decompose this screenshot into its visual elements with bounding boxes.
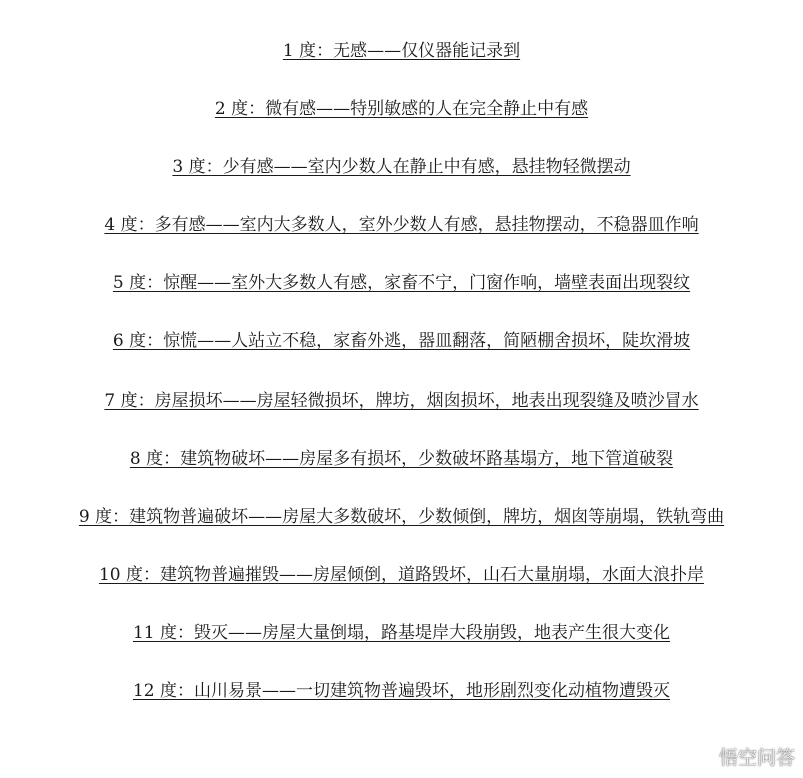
intensity-line-10 bbox=[0, 564, 803, 586]
wukong-logo-icon bbox=[694, 747, 714, 767]
intensity-line-4-text: 4 度：多有感——室内大多数人，室外少数人有感，悬挂物摆动，不稳器皿作响 bbox=[104, 215, 699, 235]
intensity-line-3 bbox=[0, 156, 803, 178]
intensity-line-1 bbox=[0, 40, 803, 62]
intensity-line-2-text: 2 度：微有感——特别敏感的人在完全静止中有感 bbox=[214, 99, 589, 119]
intensity-line-8 bbox=[0, 448, 803, 470]
intensity-line-7 bbox=[0, 390, 803, 412]
intensity-line-2 bbox=[0, 98, 803, 120]
intensity-line-7-text: 7 度：房屋损坏——房屋轻微损坏，牌坊，烟囱损坏，地表出现裂缝及喷沙冒水 bbox=[104, 391, 699, 411]
intensity-line-4 bbox=[0, 214, 803, 236]
intensity-line-3-text: 3 度：少有感——室内少数人在静止中有感，悬挂物轻微摆动 bbox=[172, 157, 631, 177]
intensity-line-11 bbox=[0, 622, 803, 644]
intensity-line-5-text: 5 度：惊醒——室外大多数人有感，家畜不宁，门窗作响，墙壁表面出现裂纹 bbox=[112, 273, 691, 293]
intensity-line-10-text: 10 度：建筑物普遍摧毁——房屋倾倒，道路毁坏，山石大量崩塌，水面大浪扑岸 bbox=[98, 565, 705, 585]
watermark-text: 悟空问答 bbox=[718, 747, 795, 769]
intensity-line-5 bbox=[0, 272, 803, 294]
intensity-line-12 bbox=[0, 680, 803, 702]
watermark bbox=[694, 743, 795, 770]
intensity-line-9-text: 9 度：建筑物普遍破坏——房屋大多数破坏，少数倾倒，牌坊，烟囱等崩塌，铁轨弯曲 bbox=[78, 507, 725, 527]
intensity-line-9 bbox=[0, 506, 803, 528]
intensity-line-8-text: 8 度：建筑物破坏——房屋多有损坏，少数破坏路基塌方，地下管道破裂 bbox=[129, 449, 674, 469]
intensity-line-6 bbox=[0, 330, 803, 352]
intensity-line-12-text: 12 度：山川易景——一切建筑物普遍毁坏，地形剧烈变化动植物遭毁灭 bbox=[132, 681, 671, 701]
intensity-line-6-text: 6 度：惊慌——人站立不稳，家畜外逃，器皿翻落，简陋棚舍损坏，陡坎滑坡 bbox=[112, 331, 691, 351]
intensity-line-11-text: 11 度：毁灭——房屋大量倒塌，路基堤岸大段崩毁，地表产生很大变化 bbox=[132, 623, 671, 643]
intensity-line-1-text: 1 度：无感——仅仪器能记录到 bbox=[282, 41, 521, 61]
